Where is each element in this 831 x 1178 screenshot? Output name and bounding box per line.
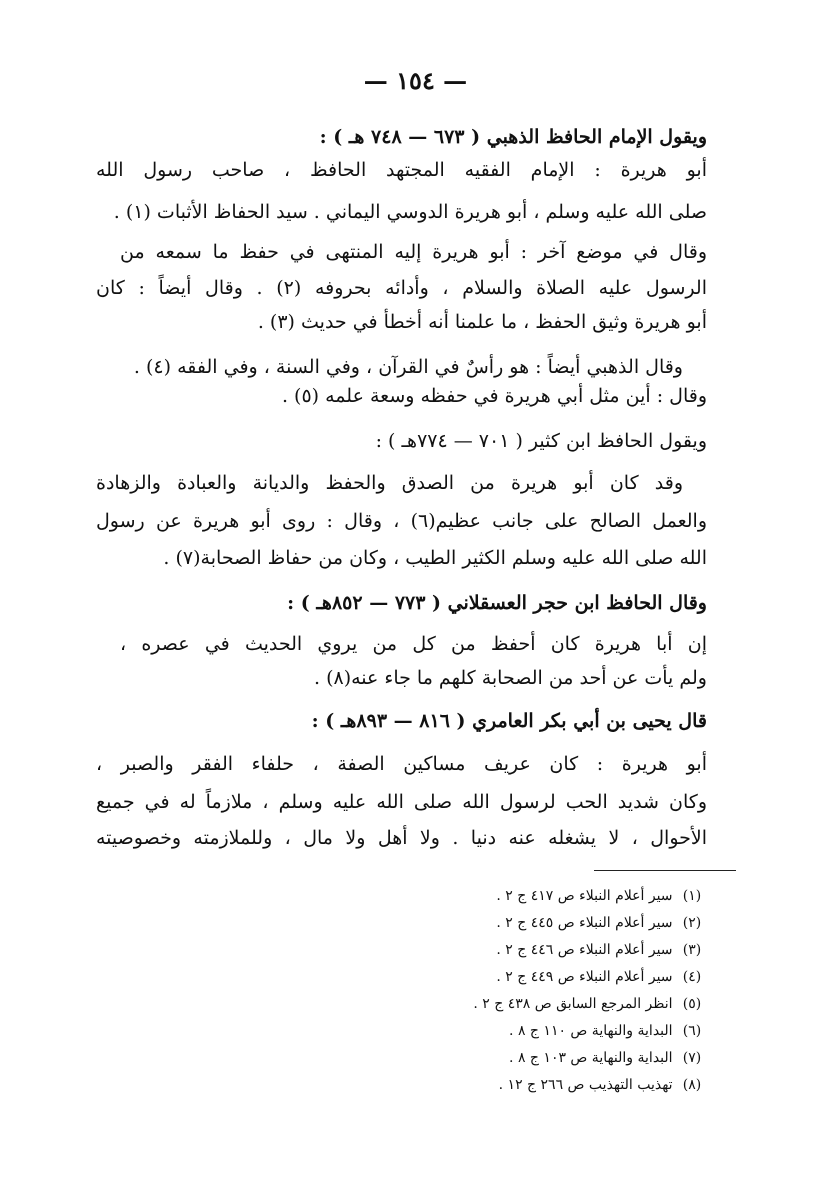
body-line: ولم يأت عن أحد من الصحابة كلهم ما جاء عنه(٨) . <box>313 667 707 689</box>
body-line: إن أبا هريرة كان أحفظ من كل من يروي الحديث في عصره ، <box>120 633 707 655</box>
heading-dhahabi: ويقول الإمام الحافظ الذهبي ( ٦٧٣ — ٧٤٨ هـ ) : <box>319 126 707 148</box>
footnote: (١) سير أعلام النبلاء ص ٤١٧ ج ٢ . <box>496 888 702 904</box>
body-line: أبو هريرة وثيق الحفظ ، ما علمنا أنه أخطأ في حديث (٣) . <box>257 311 707 333</box>
body-line: صلى الله عليه وسلم ، أبو هريرة الدوسي اليماني . سيد الحفاظ الأثبات (١) . <box>113 201 707 223</box>
footnote: (٣) سير أعلام النبلاء ص ٤٤٦ ج ٢ . <box>496 942 702 958</box>
body-line: أبو هريرة : كان عريف مساكين الصفة ، حلفاء الفقر والصبر ، <box>96 753 707 775</box>
body-line: أبو هريرة : الإمام الفقيه المجتهد الحافظ ، صاحب رسول الله <box>96 159 707 181</box>
body-line: وقد كان أبو هريرة من الصدق والحفظ والديانة والعبادة والزهادة <box>96 472 683 494</box>
body-line: الأحوال ، لا يشغله عنه دنيا . ولا أهل ولا مال ، وللملازمته وخصوصيته <box>96 827 707 849</box>
body-line: وكان شديد الحب لرسول الله صلى الله عليه وسلم ، ملازماً له في جميع <box>96 791 707 813</box>
heading-amiri: قال يحيى بن أبي بكر العامري ( ٨١٦ — ٨٩٣هـ ) : <box>311 710 707 732</box>
footnote: (٨) تهذيب التهذيب ص ٢٦٦ ج ١٢ . <box>498 1077 702 1093</box>
footnote: (٢) سير أعلام النبلاء ص ٤٤٥ ج ٢ . <box>496 915 702 931</box>
body-line: والعمل الصالح على جانب عظيم(٦) ، وقال : روى أبو هريرة عن رسول <box>96 510 707 532</box>
heading-ibn-hajar: وقال الحافظ ابن حجر العسقلاني ( ٧٧٣ — ٨٥٢هـ ) : <box>287 592 707 614</box>
heading-ibn-kathir: ويقول الحافظ ابن كثير ( ٧٠١ — ٧٧٤هـ ) : <box>375 430 707 452</box>
body-line: وقال الذهبي أيضاً : هو رأسٌ في القرآن ، وفي السنة ، وفي الفقه (٤) . <box>133 356 683 378</box>
footnote-divider <box>594 870 736 871</box>
body-line: وقال في موضع آخر : أبو هريرة إليه المنتهى في حفظ ما سمعه من <box>120 241 707 263</box>
footnote: (٥) انظر المرجع السابق ص ٤٣٨ ج ٢ . <box>473 996 702 1012</box>
footnote: (٦) البداية والنهاية ص ١١٠ ج ٨ . <box>509 1023 702 1039</box>
footnote: (٤) سير أعلام النبلاء ص ٤٤٩ ج ٢ . <box>496 969 702 985</box>
body-line: وقال : أين مثل أبي هريرة في حفظه وسعة علمه (٥) . <box>281 385 707 407</box>
body-line: الله صلى الله عليه وسلم الكثير الطيب ، وكان من حفاظ الصحابة(٧) . <box>163 547 707 569</box>
page-number: — ١٥٤ — <box>363 66 468 95</box>
body-line: الرسول عليه الصلاة والسلام ، وأدائه بحروفه (٢) . وقال أيضاً : كان <box>96 277 707 299</box>
footnote: (٧) البداية والنهاية ص ١٠٣ ج ٨ . <box>509 1050 702 1066</box>
